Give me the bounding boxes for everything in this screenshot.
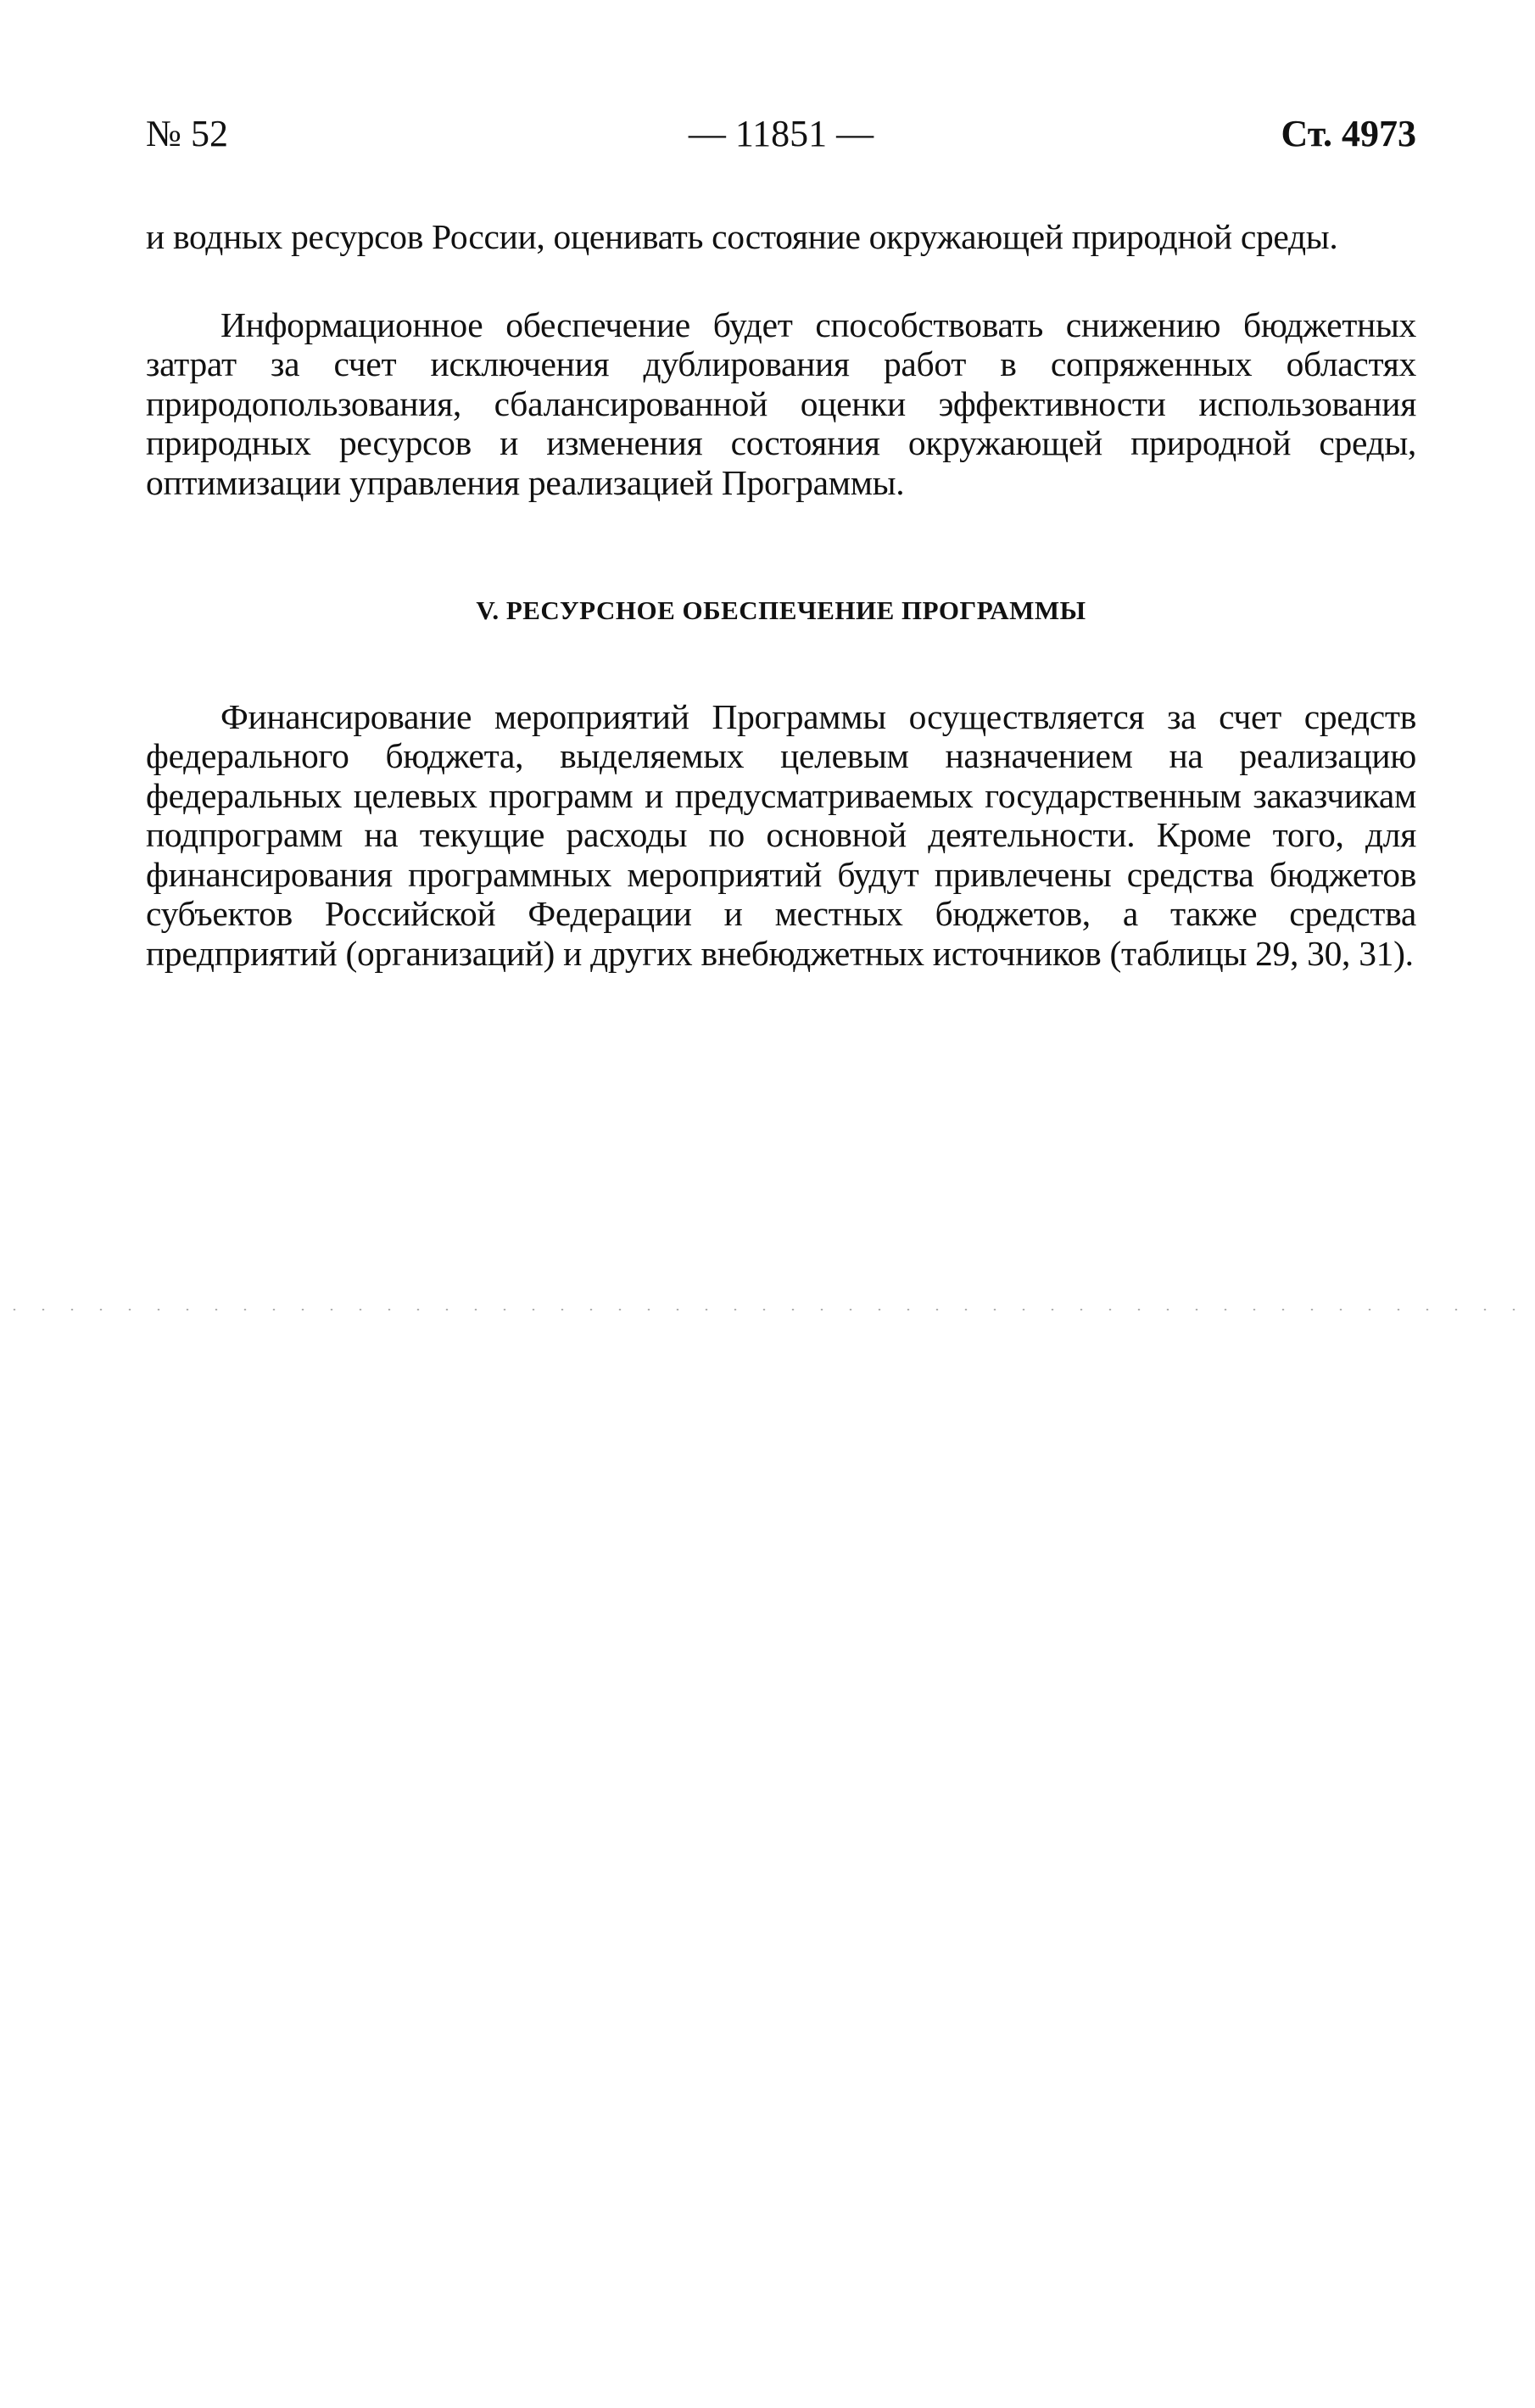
information-support-paragraph: Информационное обеспечение будет способствовать снижению бюджетных затрат за счет исключения дублирования работ в сопряженных областях природопользования, сбалансированной оценки эффективности использования природных ресурсов и изменения состояния окружающей природной среды, оптимизации управления реализацией Программы. (146, 304, 1416, 502)
section-heading: V. РЕСУРСНОЕ ОБЕСПЕЧЕНИЕ ПРОГРАММЫ (476, 595, 1086, 625)
page-number: — 11851 — (688, 113, 874, 154)
scan-artifact-divider (0, 1309, 1535, 1310)
financing-paragraph: Финансирование мероприятий Программы осуществляется за счет средств федерального бюджета, выделяемых целевым назначением на реализацию федеральных целевых программ и предусматриваемых государственным заказчикам подпрограмм на текущие расходы по основной деятельности. Кроме того, для финансирования программных мероприятий будут привлечены средства бюджетов субъектов Российской Федерации и местных бюджетов, а также средства предприятий (организаций) и других внебюджетных источников (таблицы 29, 30, 31). (146, 696, 1416, 973)
article-number: Ст. 4973 (1281, 113, 1416, 154)
issue-number: № 52 (146, 113, 228, 154)
continuation-paragraph: и водных ресурсов России, оценивать состояние окружающей природной среды. (146, 216, 1338, 256)
page-header (146, 109, 1416, 159)
